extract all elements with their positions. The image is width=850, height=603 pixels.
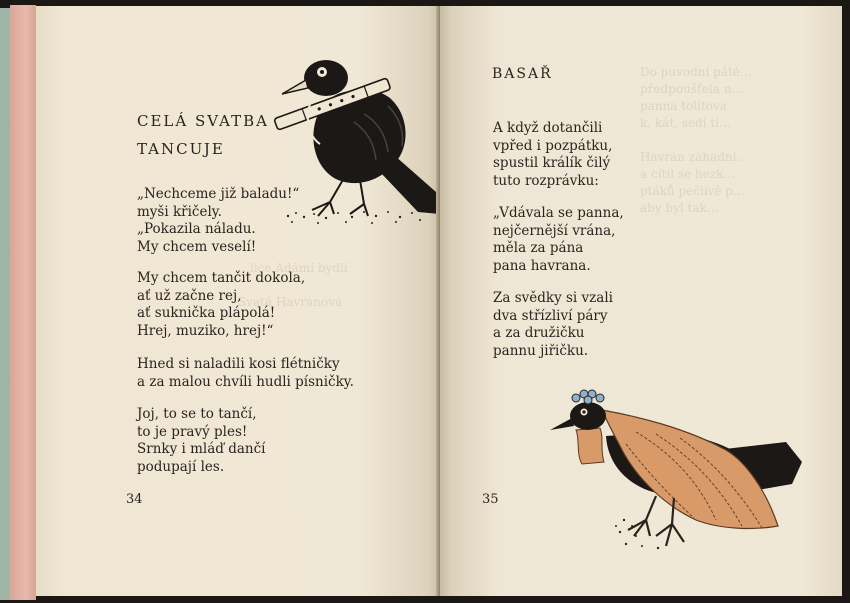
verse-line: Za svědky si vzali <box>493 290 613 306</box>
verse-line: myši křičely. <box>137 203 222 220</box>
verse-line: Joj, to se to tančí, <box>137 406 257 422</box>
book-cover-edge <box>0 8 10 600</box>
verse-line: pannu jiřičku. <box>493 342 589 359</box>
right-stanza-1 <box>493 120 612 190</box>
verse-line: A když dotančili <box>493 120 603 136</box>
left-stanza-3 <box>137 356 354 391</box>
right-stanza-2 <box>493 205 624 275</box>
verse-line: to je pravý ples! <box>137 423 248 440</box>
right-stanza-3 <box>493 290 613 360</box>
verse-line: ať už začne rej, <box>137 287 242 304</box>
verse-line: tuto rozprávku: <box>493 172 599 189</box>
verse-line: měla za pána <box>493 240 584 257</box>
verse-line: ať suknička plápolá! <box>137 305 276 322</box>
verse-line: Hned si naladili kosi flétničky <box>137 356 340 372</box>
verse-line: „Pokazila náladu. <box>137 221 256 238</box>
verse-line: My chcem tančit dokola, <box>137 270 306 286</box>
verse-line: Hrej, muziko, hrej!“ <box>137 322 274 339</box>
verse-line: nejčernější vrána, <box>493 222 616 239</box>
left-title-line1: CELÁ SVATBA <box>137 112 269 130</box>
bleed-through-text: …lice Adámi bydlí Svatá Havranová <box>238 261 348 309</box>
blackbird-playing-flute-icon <box>268 52 440 232</box>
verse-line: spustil králík čilý <box>493 155 611 172</box>
bleed-through-text: Do puvodní páté… předpoušťela n… panna tolítova k. kát, sedí ti… Havrán záhadní… a cítil se hezk… ptáků pečlivě p… aby byl tak… <box>640 65 752 215</box>
verse-line: vpřed i pozpátku, <box>493 137 613 154</box>
verse-line: Srnky i mláď dančí <box>137 441 266 458</box>
left-title-line2: TANCUJE <box>137 140 225 158</box>
verse-line: a za malou chvíli hudli písničky. <box>137 373 354 390</box>
right-title: BASAŘ <box>492 66 553 82</box>
verse-line: pana havrana. <box>493 257 591 274</box>
verse-line: „Nechceme již baladu!“ <box>137 186 300 202</box>
verse-line: My chcem veselí! <box>137 238 257 255</box>
verse-line: „Vdávala se panna, <box>493 205 624 221</box>
verse-line: dva střízliví páry <box>493 307 608 324</box>
left-page-number: 34 <box>126 492 143 507</box>
verse-line: a za družičku <box>493 325 585 342</box>
right-page-number: 35 <box>482 492 499 507</box>
page-stack-edge <box>10 5 36 600</box>
crow-bride-with-crown-icon <box>546 380 806 556</box>
left-stanza-4 <box>137 406 265 476</box>
verse-line: podupají les. <box>137 458 225 475</box>
